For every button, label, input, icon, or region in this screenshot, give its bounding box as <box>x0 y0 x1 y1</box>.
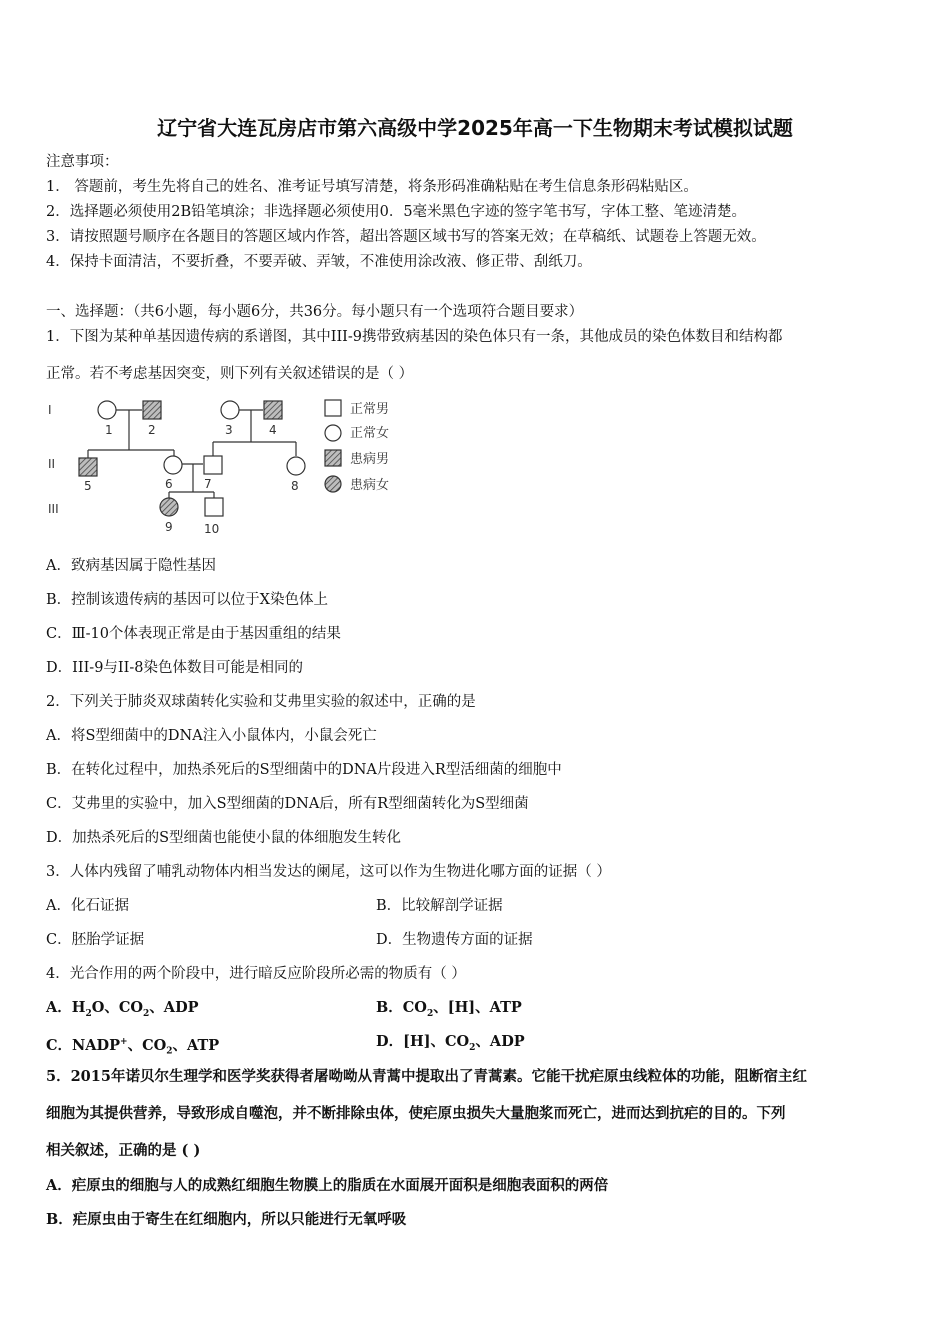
note-item: 1． 答题前，考生先将自己的姓名、准考证号填写清楚，将条形码准确粘贴在考生信息条形码粘贴区。 <box>46 179 698 195</box>
q5-stem-line2: 细胞为其提供营养，导致形成自噬泡，并不断排除虫体，使疟原虫损失大量胞浆而死亡，进而达到抗疟的目的。下列 <box>46 1105 786 1122</box>
legend-normal-female-icon <box>325 425 341 441</box>
generation-label: III <box>48 502 59 516</box>
pedigree-individual-8 <box>287 457 305 475</box>
q3-option-b: B．比较解剖学证据 <box>376 898 503 914</box>
q4-option-b: B．$CO_2$、[H]、ATP <box>376 999 522 1019</box>
legend-label: 患病男 <box>350 452 390 467</box>
legend-affected-female-icon <box>325 476 341 492</box>
q3-option-c: C．胚胎学证据 <box>46 932 145 948</box>
pedigree-chart <box>44 392 424 542</box>
pedigree-individual-2 <box>143 401 161 419</box>
legend-affected-male-icon <box>325 450 341 466</box>
pedigree-id: 6 <box>165 477 173 491</box>
note-item: 2．选择题必须使用2B铅笔填涂；非选择题必须使用0．5毫米黑色字迹的签字笔书写，字体工整、笔迹清楚。 <box>46 204 747 220</box>
q1-option-a: A．致病基因属于隐性基因 <box>46 558 216 574</box>
legend-label: 患病女 <box>350 478 390 493</box>
pedigree-id: 1 <box>105 423 113 437</box>
pedigree-id: 8 <box>291 479 299 493</box>
note-item: 3．请按照题号顺序在各题目的答题区域内作答，超出答题区域书写的答案无效；在草稿纸、试题卷上答题无效。 <box>46 229 766 245</box>
q2-option-b: B．在转化过程中，加热杀死后的S型细菌中的DNA片段进入R型活细菌的细胞中 <box>46 762 562 778</box>
pedigree-individual-10 <box>205 498 223 516</box>
q1-stem-line1: 1．下图为某种单基因遗传病的系谱图，其中III-9携带致病基因的染色体只有一条，其他成员的染色体数目和结构都 <box>46 329 783 345</box>
q1-option-d: D．III-9与II-8染色体数目可能是相同的 <box>46 660 304 676</box>
q2-option-a: A．将S型细菌中的DNA注入小鼠体内，小鼠会死亡 <box>46 728 377 744</box>
pedigree-individual-7 <box>204 456 222 474</box>
q1-stem-line2: 正常。若不考虑基因突变，则下列有关叙述错误的是（ ） <box>46 366 414 382</box>
q3-option-a: A．化石证据 <box>46 898 129 914</box>
q5-option-b: B．疟原虫由于寄生在红细胞内，所以只能进行无氧呼吸 <box>46 1211 407 1228</box>
section-heading: 一、选择题：（共6小题，每小题6分，共36分。每小题只有一个选项符合题目要求） <box>46 304 584 320</box>
legend-normal-male-icon <box>325 400 341 416</box>
pedigree-id: 4 <box>269 423 277 437</box>
q2-option-c: C．艾弗里的实验中，加入S型细菌的DNA后，所有R型细菌转化为S型细菌 <box>46 796 529 812</box>
generation-label: II <box>48 457 56 471</box>
q1-option-b: B．控制该遗传病的基因可以位于X染色体上 <box>46 592 328 608</box>
q4-stem: 4．光合作用的两个阶段中，进行暗反应阶段所必需的物质有（ ） <box>46 966 466 982</box>
notes-heading: 注意事项： <box>46 154 119 170</box>
pedigree-id: 10 <box>204 522 220 536</box>
q4-option-c: C．NADP+、$CO_2$、ATP <box>46 1036 220 1057</box>
pedigree-individual-3 <box>221 401 239 419</box>
pedigree-individual-9 <box>160 498 178 516</box>
pedigree-individual-5 <box>79 458 97 476</box>
q4-option-d: D．[H]、$CO_2$、ADP <box>376 1033 525 1053</box>
pedigree-id: 5 <box>84 479 92 493</box>
pedigree-individual-1 <box>98 401 116 419</box>
legend-label: 正常女 <box>350 426 390 441</box>
q5-option-a: A．疟原虫的细胞与人的成熟红细胞生物膜上的脂质在水面展开面积是细胞表面积的两倍 <box>46 1177 609 1194</box>
pedigree-id: 9 <box>165 520 173 534</box>
pedigree-individual-6 <box>164 456 182 474</box>
q2-stem: 2．下列关于肺炎双球菌转化实验和艾弗里实验的叙述中，正确的是 <box>46 694 476 710</box>
q4-option-a: A．$H_2O$、$CO_2$、ADP <box>46 999 199 1019</box>
q5-stem-line3: 相关叙述，正确的是 ( ) <box>46 1142 201 1159</box>
note-item: 4．保持卡面清洁，不要折叠，不要弄破、弄皱，不准使用涂改液、修正带、刮纸刀。 <box>46 254 592 270</box>
generation-label: I <box>48 403 52 417</box>
q3-stem: 3．人体内残留了哺乳动物体内相当发达的阑尾，这可以作为生物进化哪方面的证据（ ） <box>46 864 611 880</box>
pedigree-id: 2 <box>148 423 156 437</box>
pedigree-id: 7 <box>204 477 212 491</box>
page-title: 辽宁省大连瓦房店市第六高级中学2025年高一下生物期末考试模拟试题 <box>157 116 793 140</box>
pedigree-individual-4 <box>264 401 282 419</box>
legend-label: 正常男 <box>350 402 390 417</box>
q5-stem-line1: 5．2015年诺贝尔生理学和医学奖获得者屠呦呦从青蒿中提取出了青蒿素。它能干扰疟原虫线粒体的功能，阻断宿主红 <box>46 1068 807 1085</box>
q1-option-c: C．Ⅲ-10个体表现正常是由于基因重组的结果 <box>46 626 341 642</box>
pedigree-id: 3 <box>225 423 233 437</box>
q2-option-d: D．加热杀死后的S型细菌也能使小鼠的体细胞发生转化 <box>46 830 402 846</box>
q3-option-d: D．生物遗传方面的证据 <box>376 932 533 948</box>
